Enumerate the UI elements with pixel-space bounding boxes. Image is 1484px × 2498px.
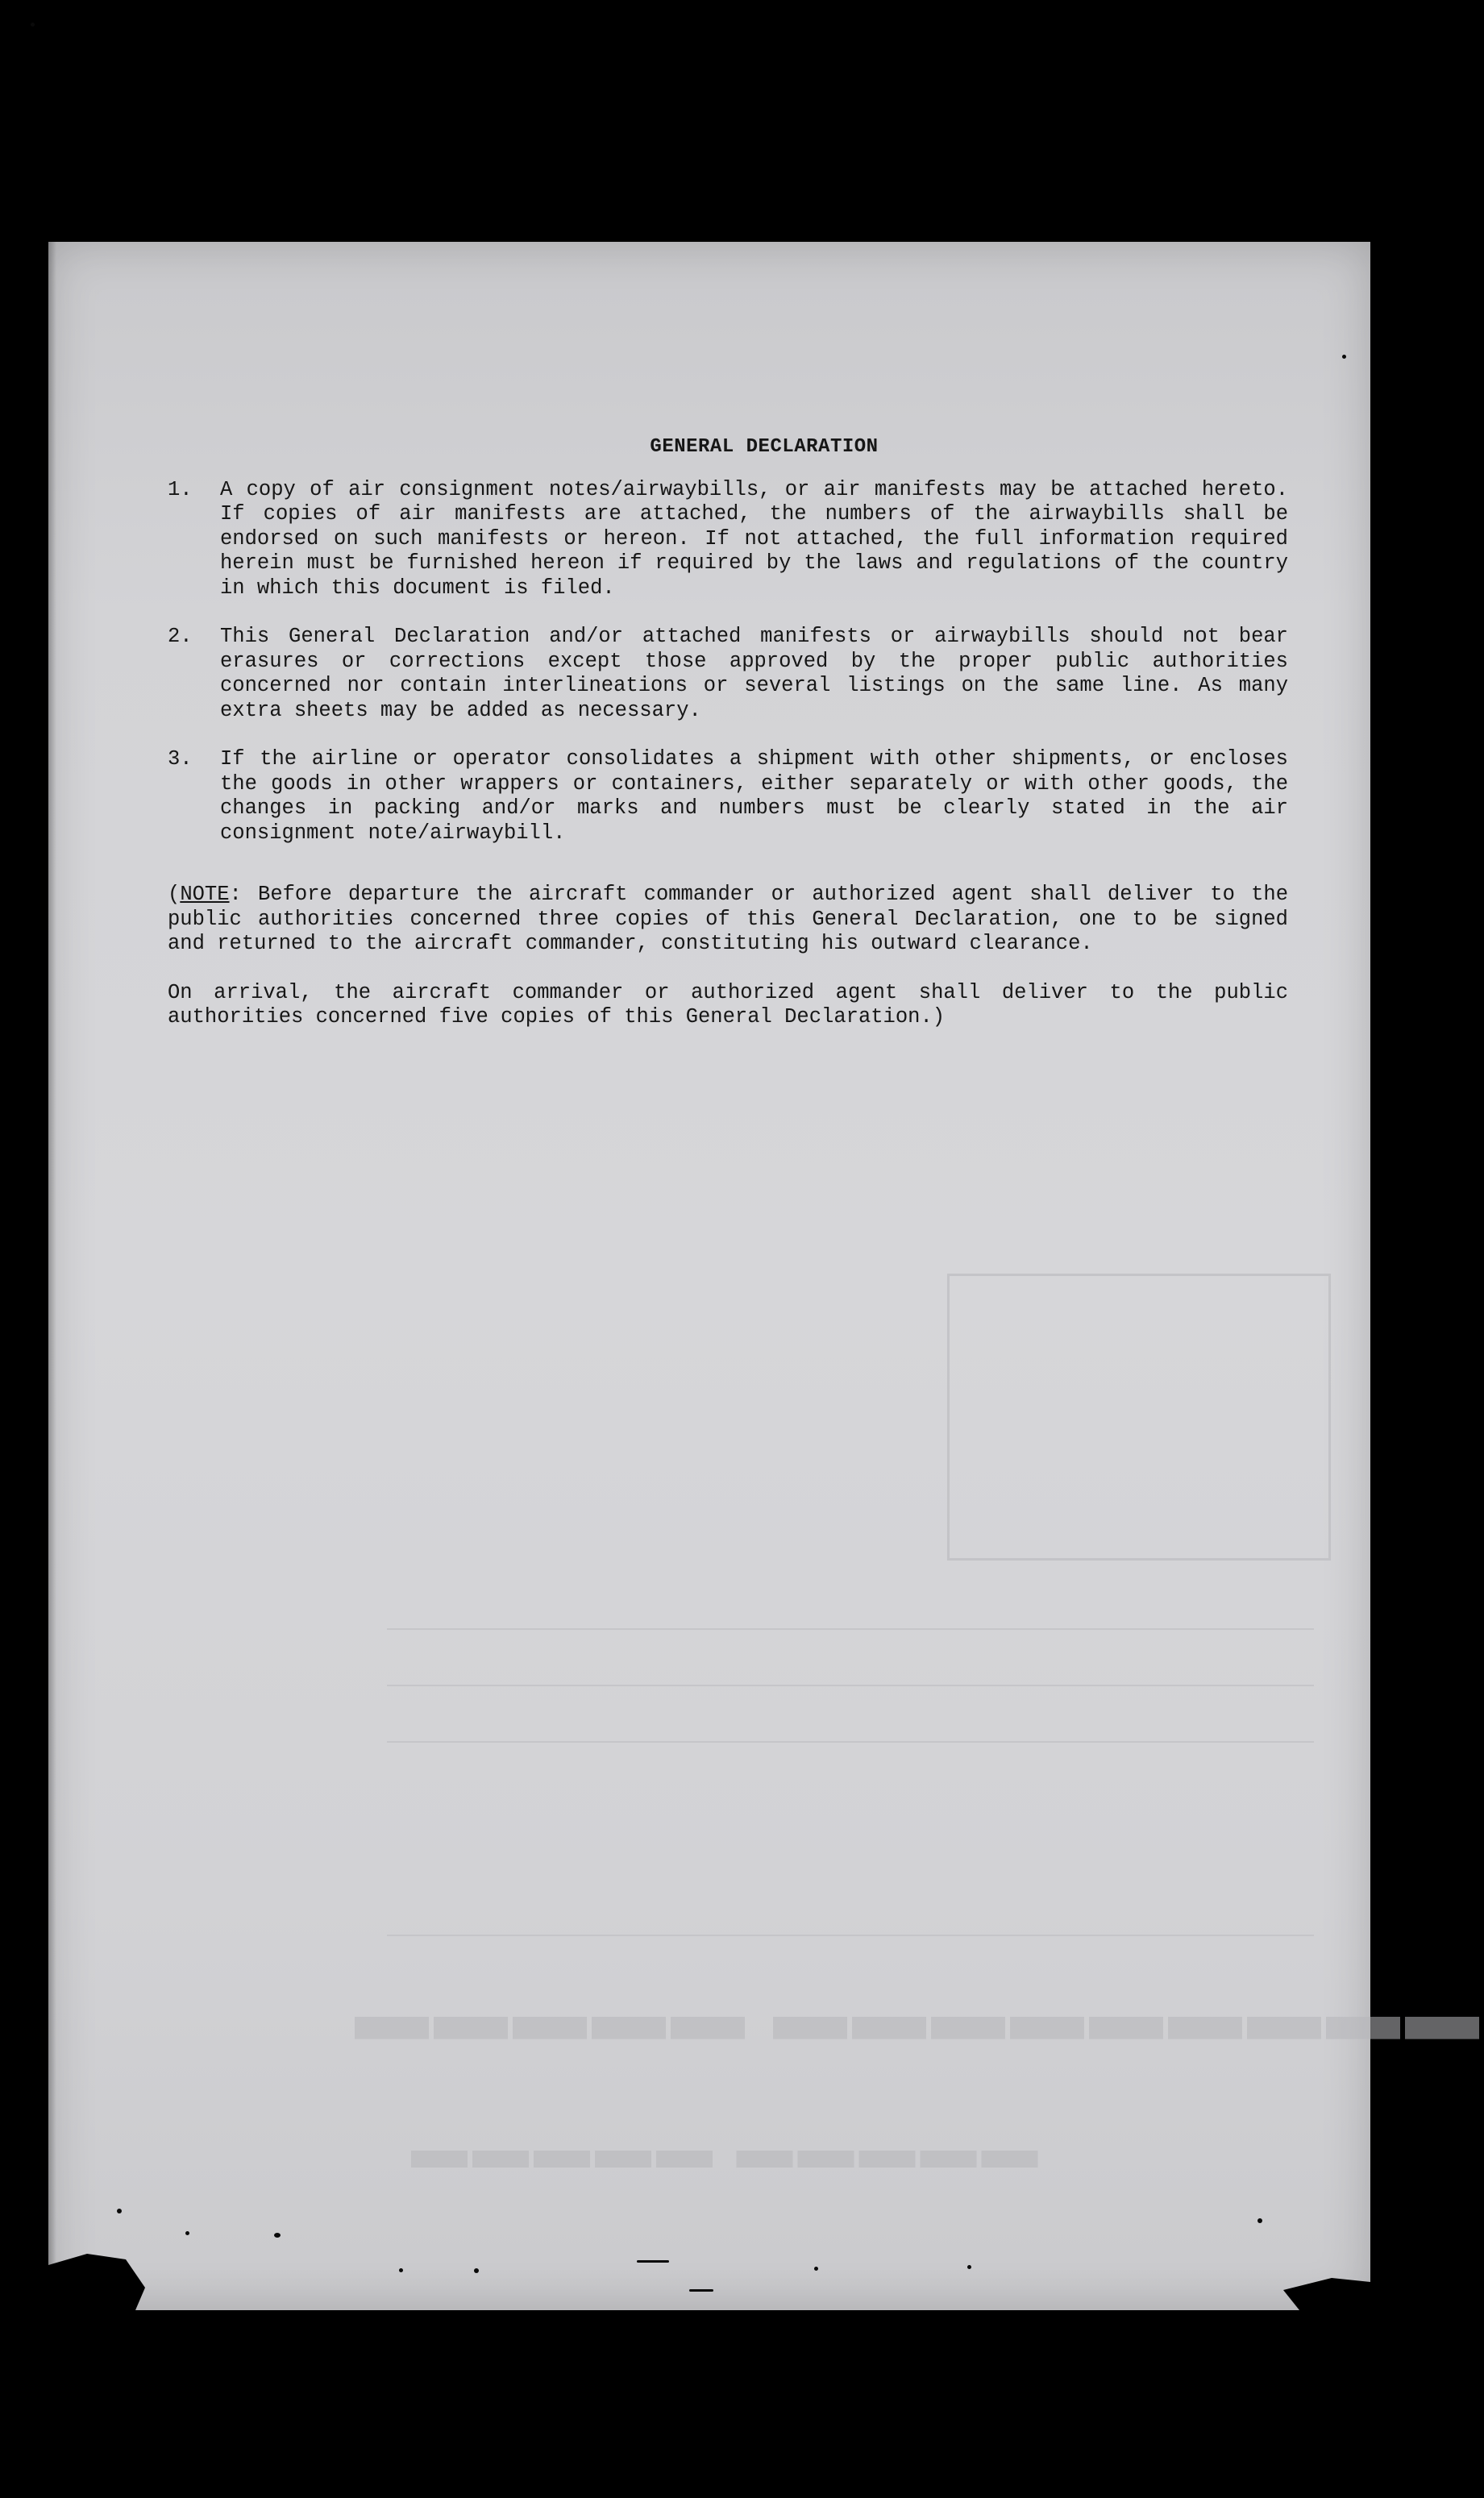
- scan-speck: [474, 2268, 479, 2273]
- document-title: GENERAL DECLARATION: [650, 436, 879, 458]
- item-text: A copy of air consignment notes/airwaybills, or air manifests may be attached hereto. If copies of air manifests are attached, the numbers of the airwaybills shall be endorsed on such manifests or hereon. If not attached, the full information required herein must be furnished hereon if required by the laws and regulations of the country in which this document is filed.: [220, 477, 1288, 600]
- document-page: [48, 242, 1484, 2310]
- item-text: This General Declaration and/or attached manifests or airwaybills should not bear erasures or corrections except those approved by the proper public authorities concerned nor contain interlineations or several listings on the same line. As many extra sheets may be added as necessary.: [220, 625, 1288, 722]
- reverse-side-bleed-line: [387, 1685, 1314, 1686]
- list-item: [168, 478, 1288, 601]
- reverse-side-bleed-line: [387, 1935, 1314, 1936]
- reverse-side-bleed-subtitle: ▬▬▬▬▬ ▬▬▬▬▬: [411, 2138, 1043, 2200]
- scan-speck: [31, 23, 35, 27]
- declaration-body: [168, 435, 1288, 1054]
- reverse-side-bleed-line: [387, 1628, 1314, 1630]
- item-number: 1.: [168, 477, 193, 501]
- reverse-side-bleed-line: [387, 1741, 1314, 1743]
- scan-speck: [814, 2267, 818, 2271]
- scan-speck: [637, 2260, 669, 2263]
- note-departure-text: : Before departure the aircraft commander or authorized agent shall deliver to the public authorities concerned three copies of this General Declaration, one to be signed and returned to the aircraft commander, constituting his outward clearance.: [168, 883, 1288, 955]
- scan-speck: [967, 2265, 971, 2269]
- note-departure-paragraph: [168, 883, 1288, 957]
- scan-speck: [117, 2209, 122, 2213]
- scan-speck: [1342, 355, 1346, 359]
- scan-speck: [185, 2231, 189, 2235]
- item-number: 3.: [168, 747, 193, 771]
- reverse-side-bleed-title: ▬▬▬▬▬ ▬▬▬▬▬▬▬▬▬: [355, 2001, 1484, 2083]
- note-arrival-paragraph: On arrival, the aircraft commander or authorized agent shall deliver to the public authorities concerned five copies of this General Declaration.): [168, 980, 1288, 1029]
- item-text: If the airline or operator consolidates a shipment with other shipments, or encloses the goods in other wrappers or containers, either separately or with other goods, the changes in packing and/or marks and numbers must be clearly stated in the air consignment note/airwaybill.: [220, 747, 1288, 845]
- scan-speck: [689, 2289, 713, 2292]
- list-item: [168, 625, 1288, 723]
- scan-speck: [399, 2268, 403, 2272]
- item-number: 2.: [168, 625, 193, 648]
- note-block: [168, 883, 1288, 1030]
- note-label: NOTE: [180, 883, 230, 906]
- note-open-paren: (: [168, 883, 181, 906]
- scan-speck: [1257, 2218, 1262, 2223]
- list-item: [168, 747, 1288, 846]
- reverse-side-bleed-box: [947, 1274, 1331, 1561]
- scan-speck: [274, 2233, 281, 2238]
- page-edge-shadow: [48, 242, 56, 2310]
